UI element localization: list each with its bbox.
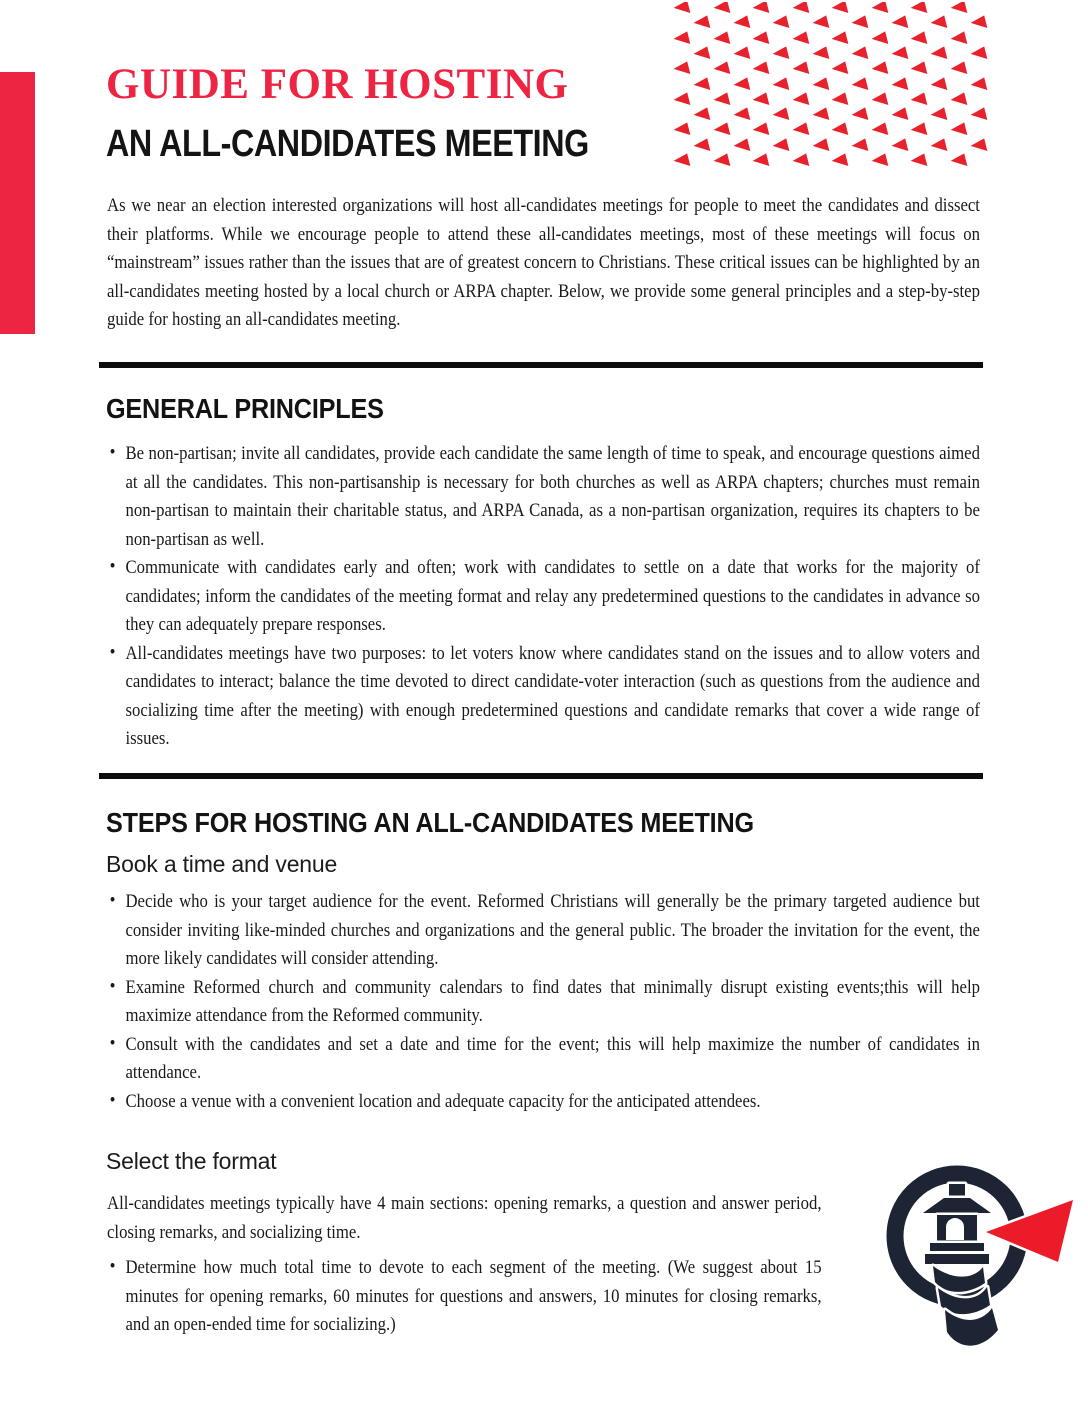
page-subtitle <box>106 124 674 166</box>
book-time-venue-list <box>107 888 980 1116</box>
page-subtitle-text: AN ALL-CANDIDATES MEETING <box>106 123 589 165</box>
list-item: • Communicate with candidates early and often; work with candidates to settle on a date that works for the majority of candidates; inform the candidates of the meeting format and relay any predetermined questions to the candidates in advance so they can adequately prepare responses. <box>107 554 980 640</box>
book-time-venue-subheading: Book a time and venue <box>106 851 338 877</box>
page-title: GUIDE FOR HOSTING <box>106 61 569 108</box>
list-item: • Choose a venue with a convenient location and adequate capacity for the anticipated attendees. <box>107 1088 980 1117</box>
intro-paragraph: As we near an election interested organizations will host all-candidates meetings for people to meet the candidates and dissect their platforms. While we encourage people to attend these all-candidates meetings, most of these meetings will focus on “mainstream” issues rather than the issues that are of greatest concern to Christians. These critical issues can be highlighted by an all-candidates meeting hosted by a local church or ARPA chapter. Below, we provide some general principles and a step-by-step guide for hosting an all-candidates meeting. <box>107 195 980 330</box>
section-divider <box>99 773 983 779</box>
logo-arrow-icon <box>986 1200 1073 1262</box>
general-principles-heading-text: GENERAL PRINCIPLES <box>106 393 384 424</box>
lighthouse-window <box>946 1218 964 1240</box>
select-format-list <box>107 1254 822 1340</box>
list-item: • Consult with the candidates and set a date and time for the event; this will help maximize the number of candidates in attendance. <box>107 1031 980 1088</box>
select-format-paragraph: All-candidates meetings typically have 4 main sections: opening remarks, a question and answer period, closing remarks, and socializing time. <box>107 1193 822 1243</box>
list-item: • All-candidates meetings have two purposes: to let voters know where candidates stand on the issues and to allow voters and candidates to interact; balance the time devoted to direct candidate-voter interaction (such as questions from the audience and socializing time after the meeting) with enough predetermined questions and candidate remarks that cover a wide range of issues. <box>107 640 980 754</box>
steps-heading <box>106 808 826 839</box>
list-item: • Determine how much total time to devote to each segment of the meeting. (We suggest about 15 minutes for opening remarks, 60 minutes for questions and answers, 10 minutes for closing remarks, and an open-ended time for socializing.) <box>107 1254 822 1340</box>
lighthouse-icon <box>923 1184 998 1346</box>
left-accent-bar <box>0 72 35 334</box>
general-principles-heading <box>106 394 415 425</box>
list-item: • Be non-partisan; invite all candidates, provide each candidate the same length of time to speak, and encourage questions aimed at all the candidates. This non-partisanship is necessary for both churches as well as ARPA chapters; churches must remain non-partisan to maintain their charitable status, and ARPA Canada, as a non-partisan organization, requires its chapters to be non-partisan as well. <box>107 440 980 554</box>
red-arrow-pattern <box>674 2 998 174</box>
steps-heading-text: STEPS FOR HOSTING AN ALL-CANDIDATES MEETING <box>106 807 754 838</box>
select-format-subheading: Select the format <box>106 1148 277 1174</box>
general-principles-list <box>107 440 980 754</box>
list-item: • Decide who is your target audience for the event. Reformed Christians will generally be the primary targeted audience but consider inviting like-minded churches and organizations and the general public. The broader the invitation for the event, the more likely candidates will consider attending. <box>107 888 980 974</box>
list-item: • Examine Reformed church and community calendars to find dates that minimally disrupt existing events;this will help maximize attendance from the Reformed community. <box>107 974 980 1031</box>
section-divider <box>99 362 983 368</box>
arpa-lighthouse-logo <box>878 1156 1080 1364</box>
